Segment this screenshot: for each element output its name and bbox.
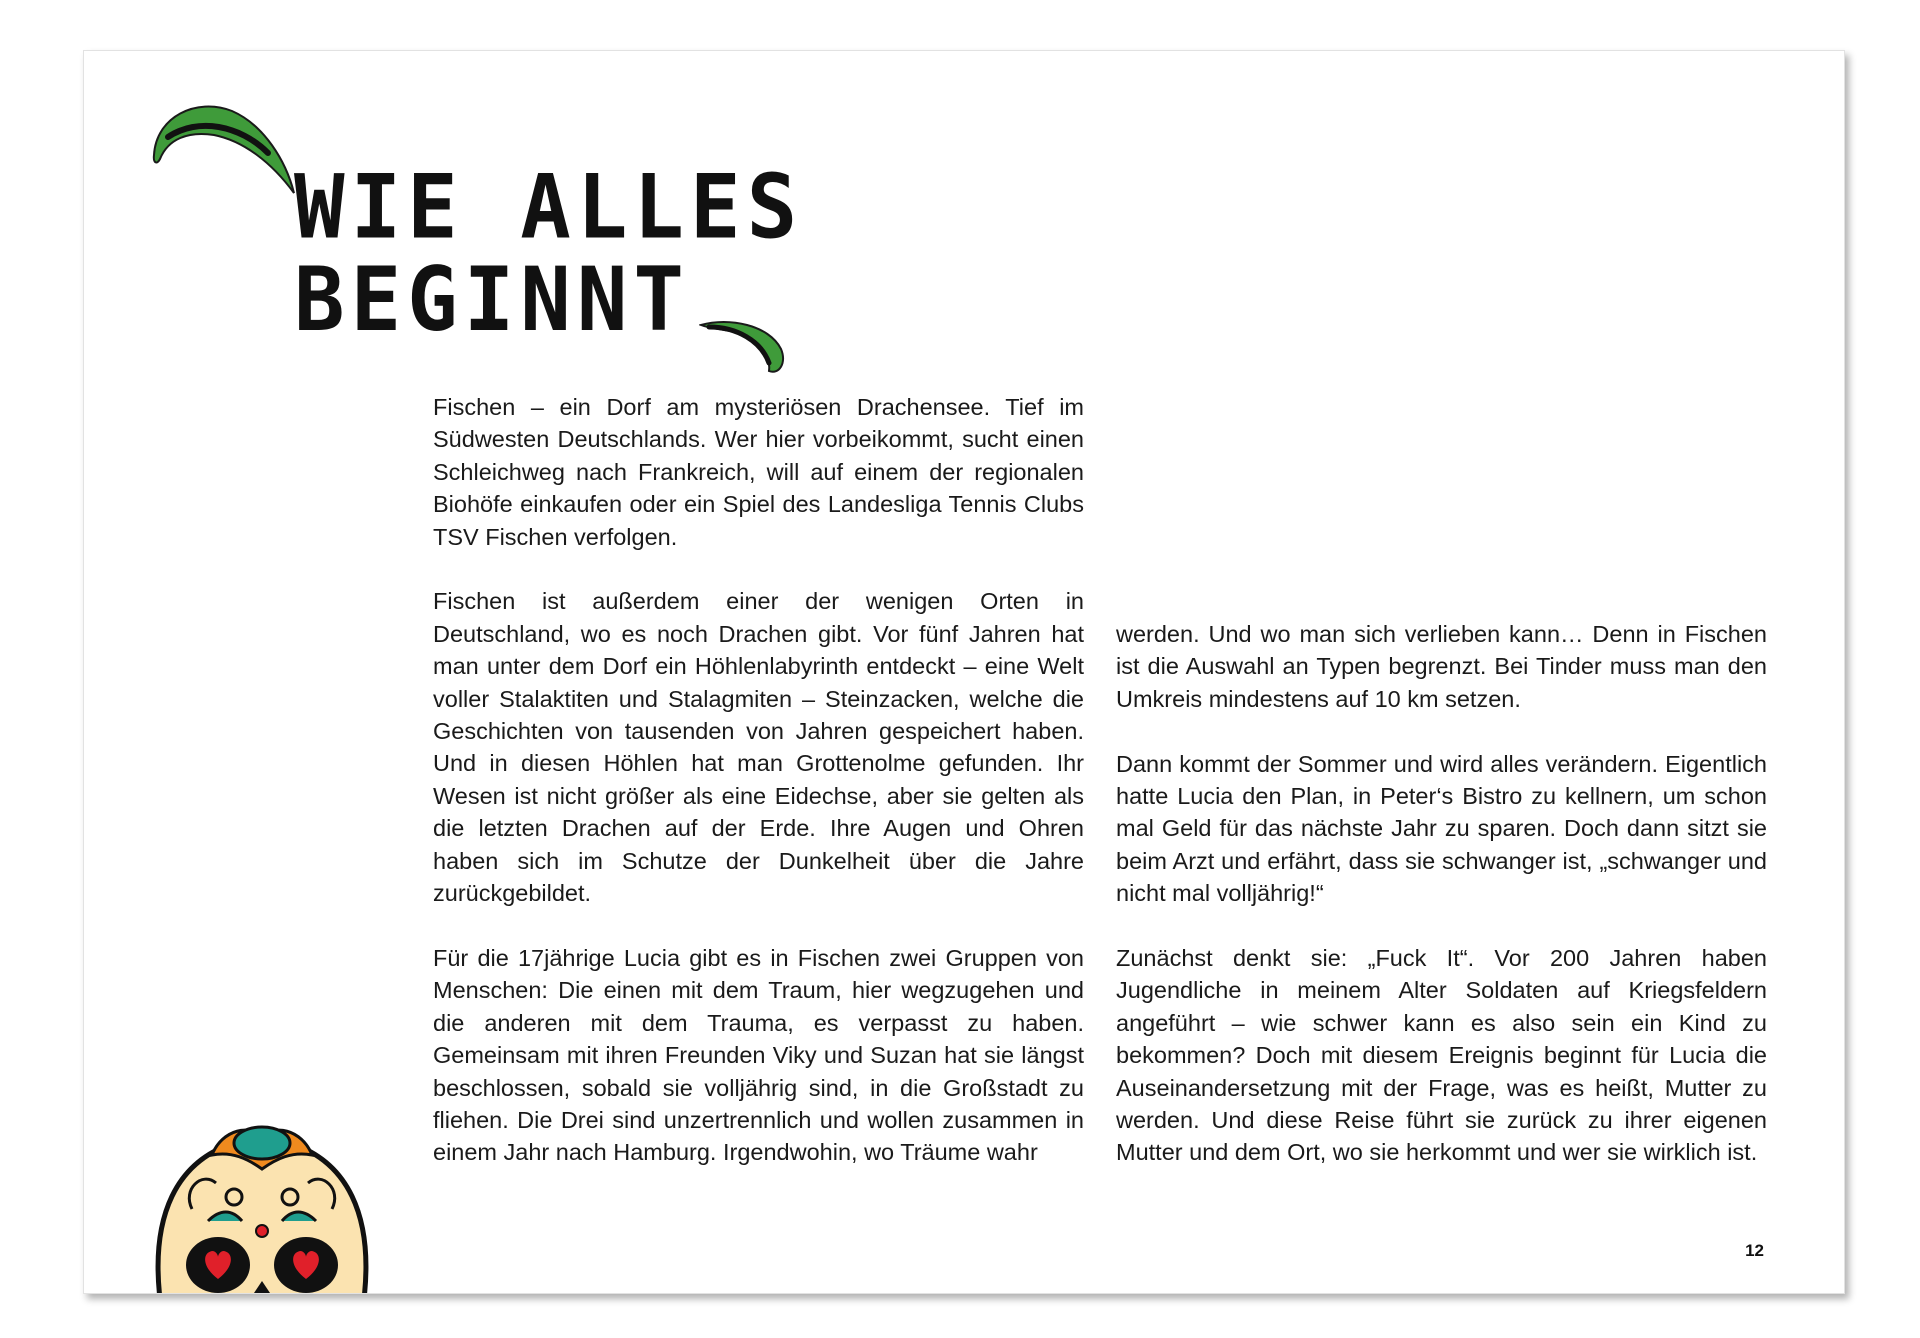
page-number: 12 bbox=[1745, 1241, 1764, 1260]
paragraph: Fischen ist außerdem einer der wenigen Orten in Deutschland, wo es noch Drachen gibt. Vor fünf Jahren hat man unter dem Dorf ein Höhlenlabyrinth entdeckt – eine Welt voller Stalaktiten und Stalagmiten – Steinzacken, welche die Geschichten von tausenden von Jahren gespeichert haben. Und in diesen Höhlen hat man Grottenolme gefunden. Ihr Wesen ist nicht größer als eine Eidechse, aber sie gelten als die letzten Drachen auf der Erde. Ihre Augen und Ohren haben sich im Schutze der Dunkelheit über die Jahre zurückgebildet. bbox=[433, 588, 1084, 907]
paragraph: Zunächst denkt sie: „Fuck It“. Vor 200 Jahren haben Jugendliche in meinem Alter Soldaten auf Kriegsfeldern angeführt – wie schwer kann es also sein ein Kind zu bekommen? Doch mit diesem Ereignis beginnt für Lucia die Auseinandersetzung mit der Frage, was es heißt, Mutter zu werden. Und diese Reise führt sie zurück zu ihrer eigenen Mutter und dem Ort, wo sie herkommt und wer sie wirklich ist. bbox=[1116, 945, 1767, 1166]
paragraph: Fischen – ein Dorf am mysteriösen Drachensee. Tief im Südwesten Deutschlands. Wer hier vorbeikommt, sucht einen Schleichweg nach Frankreich, will auf einem der regionalen Biohöfe einkaufen oder ein Spiel des Landesliga Tennis Clubs TSV Fischen verfolgen. bbox=[433, 394, 1084, 550]
sugar-skull-icon bbox=[152, 1109, 372, 1294]
paragraph: werden. Und wo man sich verlieben kann… Denn in Fischen ist die Auswahl an Typen begrenzt. Bei Tinder muss man den Umkreis mindestens auf 10 km setzen. bbox=[1116, 621, 1767, 712]
paragraph: Dann kommt der Sommer und wird alles verändern. Eigentlich hatte Lucia den Plan, in Peter‘s Bistro zu kellnern, um schon mal Geld für das nächste Jahr zu sparen. Doch dann sitzt sie beim Arzt und erfährt, dass sie schwanger ist, „schwanger und nicht mal volljährig!“ bbox=[1116, 750, 1767, 907]
paragraph: Für die 17jährige Lucia gibt es in Fischen zwei Gruppen von Menschen: Die einen mit dem Traum, hier wegzugehen und die anderen mit dem Trauma, es verpasst zu haben. Gemeinsam mit ihren Freunden Viky und Suzan hat sie längst beschlossen, sobald sie volljährig sind, in die Großstadt zu fliehen. Die Drei sind unzertrennlich und wollen zusammen in einem Jahr nach Hamburg. Irgendwohin, wo Träume wahr bbox=[433, 944, 1084, 1166]
page-title-line-2: BEGINNT bbox=[294, 248, 691, 352]
text-column-right bbox=[1116, 618, 1767, 1169]
leaf-icon bbox=[699, 319, 789, 379]
text-column-left bbox=[433, 391, 1084, 1169]
book-page bbox=[83, 50, 1845, 1294]
leaf-icon bbox=[148, 89, 298, 199]
page-title-line-1: WIE ALLES bbox=[294, 155, 804, 259]
